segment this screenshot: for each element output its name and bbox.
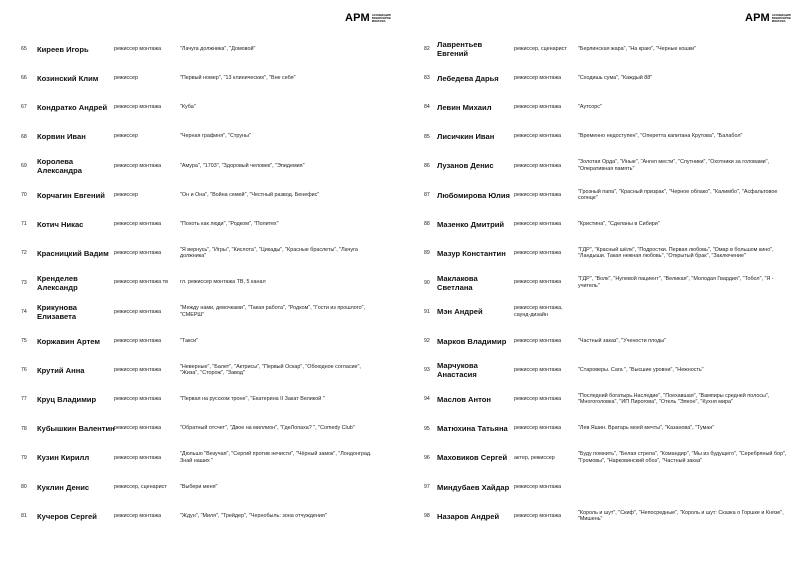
member-row [0,240,400,266]
member-row [0,270,400,296]
member-row [400,386,800,412]
member-number: 69 [21,162,27,169]
member-number: 95 [424,425,430,432]
member-works: "Похоть как люди", "Родком", "Политех" [180,220,279,227]
member-row [400,503,800,529]
member-number: 91 [424,308,430,315]
member-name: Назаров Андрей [437,511,500,521]
member-name: Кренделев Александр [37,273,78,292]
member-row [400,474,800,500]
member-role: режиссер монтажа [114,337,162,344]
member-name: Крикунова Елизавета [37,302,77,321]
member-name: Маклакова Светлана [437,273,478,292]
member-name: Любомирова Юлия [437,190,510,200]
member-works: "ГДР", "Волк", "Нулевой пациент", "Великая", "Молодая Гвардия", "Тобол", "Я - учитель" [578,276,774,289]
member-name: Мэн Андрей [437,307,483,317]
member-row [400,65,800,91]
member-row [0,211,400,237]
member-number: 97 [424,484,430,490]
member-role: режиссер монтажа [514,250,562,257]
member-name: Лисичкин Иван [437,132,495,142]
member-row [400,240,800,266]
member-row [400,211,800,237]
member-name: Мазенко Дмитрий [437,219,505,229]
member-number: 92 [424,338,430,344]
member-row [0,182,400,208]
member-works: "Обратный отсчет", "Двое на миллион", "ГдеЛопаха? ", "Comedy Club" [180,425,355,432]
member-number: 85 [424,133,430,140]
member-name: Марков Владимир [437,336,507,346]
member-works: "Лев Яшин. Вратарь моей мечты", "Казанова", "Туман" [578,425,715,432]
member-name: Лебедева Дарья [437,73,499,83]
member-row [400,36,800,62]
member-row [0,386,400,412]
member-number: 88 [424,221,430,228]
right-page [400,0,800,564]
member-number: 83 [424,75,430,82]
member-row [400,299,800,325]
member-number: 96 [424,454,430,461]
member-role: режиссер монтажа [114,512,162,519]
member-number: 73 [21,279,27,286]
member-number: 94 [424,396,430,403]
arm-logo [745,13,791,24]
member-number: 87 [424,192,430,198]
member-row [400,182,800,208]
member-name: Кондратко Андрей [37,102,108,112]
member-works: "Я вернусь", "Игры", "Кислота", "Цикады", "Красные браслеты", "Лачуга должника" [180,246,358,260]
member-role: режиссер монтажа [114,308,162,315]
member-name: Кузин Кирилл [37,453,90,463]
member-number: 90 [424,279,430,286]
member-row [0,124,400,150]
member-role: режиссер, сценарист [514,45,567,52]
member-name: Кучеров Сергей [37,511,97,521]
member-number: 65 [21,46,27,52]
member-name: Коржавин Артем [37,336,101,346]
member-name: Маховиков Сергей [437,453,508,463]
member-number: 70 [21,192,27,198]
member-name: Киреев Игорь [37,44,89,54]
member-works: "Ждун", "Миля", "Трейдер", "Чернобыль: зона отчуждения" [180,512,327,519]
member-works: "Черная графиня", "Струны" [180,133,251,140]
member-number: 71 [21,221,27,228]
member-number: 72 [21,250,27,257]
member-row [0,503,400,529]
member-row [0,36,400,62]
member-role: режиссер монтажа [114,396,162,403]
member-number: 79 [21,454,27,461]
member-name: Мазур Константин [437,248,506,258]
member-row [0,94,400,120]
member-name: Лузанов Денис [437,161,494,171]
member-row [0,153,400,179]
member-number: 81 [21,513,27,520]
member-works: "Выбери меня" [180,483,218,490]
member-role: режиссер монтажа [514,74,562,81]
member-name: Левин Михаил [437,102,492,112]
member-role: режиссер [114,74,138,81]
member-works: "Амура", "1703", "Здоровый человек", "Эпидемия" [180,162,305,169]
member-row [0,416,400,442]
member-works: "Куба" [180,104,196,111]
member-works: "ГДР", "Красный шёлк", "Подростки. Первая любовь", "Омар в большом кино", "Ландыши. Такая нежная любовь", "Открытый брак", "Заключение" [578,246,774,260]
logo-subtitle: АССОЦИАЦИЯ РЕЖИССЁРОВ МОНТАЖА [371,14,391,23]
member-number: 89 [424,250,430,257]
member-number: 68 [21,133,27,140]
member-row [0,299,400,325]
member-role: режиссер монтажа, саунд-дизайн [514,305,563,318]
member-row [400,416,800,442]
member-number: 74 [21,308,27,315]
member-works: "Первая на русском троне", "Екатерина II Закат Великой " [180,396,325,403]
member-works: "Первый номер", "13 клинических", "Вне себя" [180,74,296,81]
member-works: "Лачуга должника", "Домовой" [180,45,256,52]
member-works: "Временно недоступен", "Оперетта капитана Крутова", "Балабол" [578,133,743,140]
member-role: режиссер монтажа тв [114,279,168,286]
member-number: 80 [21,484,27,490]
member-role: режиссер монтажа [114,454,162,461]
member-works: "Он и Она", "Война семей", "Честный развод. Бенефис" [180,191,320,198]
member-number: 98 [424,513,430,520]
member-number: 82 [424,46,430,52]
member-works: "Аутсорс" [578,104,602,111]
member-role: режиссер монтажа [514,104,562,111]
member-row [400,328,800,354]
member-number: 86 [424,162,430,169]
member-role: режиссер монтажа [114,425,162,432]
member-row [0,357,400,383]
member-row [0,474,400,500]
member-works: "Кристина", "Сделаны в Сибири" [578,220,660,227]
member-role: режиссер монтажа [114,250,162,257]
logo-text: АРМ [345,12,370,24]
member-role: режиссер монтажа [514,425,562,432]
member-role: режиссер монтажа [514,483,562,490]
member-row [0,328,400,354]
logo-subtitle: АССОЦИАЦИЯ РЕЖИССЁРОВ МОНТАЖА [771,14,791,23]
member-role: режиссер монтажа [114,366,162,373]
member-role: режиссер монтажа [514,133,562,140]
member-role: режиссер монтажа [514,366,562,373]
member-name: Корвин Иван [37,132,86,142]
member-works: "Дюльшо "Везучая", "Сергий против нечисти", "Чёрный замок", "Лондонград. Знай наших " [180,451,372,464]
member-row [400,357,800,383]
member-role: режиссер монтажа [514,396,562,403]
member-row [400,94,800,120]
member-name: Лаврентьев Евгений [437,40,483,58]
member-row [0,65,400,91]
member-number: 67 [21,104,27,111]
member-role: режиссер, сценарист [114,483,167,490]
member-row [400,445,800,471]
member-name: Маслов Антон [437,394,491,404]
member-works: гл. режиссер монтажа ТВ, 5 канал [180,279,266,286]
member-works: "Неверные", "Балет", "Актрисы", "Первый Оскар", "Обоюдное согласие", "Жиза", "Сторож", "Завод" [180,363,361,377]
member-role: режиссер монтажа [114,162,162,169]
member-works: "Король и шут", "Скиф", "Непосредные", "Король и шут: Сказка о Горшке и Князе", "Мишень" [578,509,784,523]
member-works: "Буду помнить", "Белая стрела", "Командир", "Мы из будущего", "Серебряный бор", "Громовы", "Нарковинский обоз", "Частный заказ" [578,451,787,464]
member-role: режиссер монтажа [514,220,562,227]
member-works: "Берлинская жара", "На краю", "Черные кошки" [578,45,696,52]
member-number: 66 [21,75,27,82]
member-works: "Грозный папа", "Красный призрак", "Черное облако", "Калимбо", "Асфальтовое солнце" [578,188,778,201]
member-name: Миндубаев Хайдар [437,482,510,492]
member-works: "Последний богатырь.Наследие", "Поехавшая", "Вампиры средней полосы", "Многоголовка", "ИП Пирогова", "Отель "Элеон", "Кухня мира" [578,392,770,406]
member-role: режиссер монтажа [514,512,562,519]
member-name: Королева Александра [37,156,82,175]
member-name: Корчагин Евгений [37,190,105,200]
member-number: 76 [21,367,27,374]
member-role: режиссер [114,191,138,198]
member-name: Круц Владимир [37,394,97,404]
member-name: Матюхина Татьяна [437,424,508,434]
member-role: режиссер монтажа [114,220,162,227]
arm-logo [345,13,391,24]
member-role: режиссер монтажа [514,279,562,286]
member-number: 75 [21,338,27,344]
member-row [400,270,800,296]
member-works: "Между нами, девочками", "Такая работа", "Родком", "Гости из прошлого", "СМЕРШ" [180,305,366,318]
member-name: Крутий Анна [37,365,85,375]
member-number: 84 [424,104,430,111]
member-name: Кубышкин Валентин [37,424,115,434]
member-works: "Частный заказ", "Учености плоды" [578,337,667,344]
member-name: Котич Никас [37,219,84,229]
member-role: режиссер монтажа [514,191,562,198]
member-number: 77 [21,396,27,403]
member-row [0,445,400,471]
member-works: "Староверы. Сага ", "Высшие уровни", "Нежность" [578,366,704,373]
member-works: "Золотая Орда", "Иные", "Ангел мести", "Спутники", "Охотники за головами", "Оперативная память" [578,159,770,172]
member-row [400,124,800,150]
member-role: режиссер монтажа [514,162,562,169]
member-name: Марчукова Анастасия [437,361,478,380]
logo-text: АРМ [745,12,770,24]
member-role: актер, режиссер [514,454,555,461]
member-works: "Сходишь сума", "Каждый 88" [578,74,653,81]
member-row [400,153,800,179]
member-role: режиссер монтажа [514,337,562,344]
member-name: Красницкий Вадим [37,248,109,258]
member-name: Куклин Денис [37,482,90,492]
member-number: 78 [21,425,27,432]
member-role: режиссер монтажа [114,45,162,52]
member-name: Козинский Клим [37,73,99,83]
member-works: "Такси" [180,337,199,344]
member-role: режиссер монтажа [114,104,162,111]
member-number: 93 [424,367,430,374]
member-role: режиссер [114,133,138,140]
